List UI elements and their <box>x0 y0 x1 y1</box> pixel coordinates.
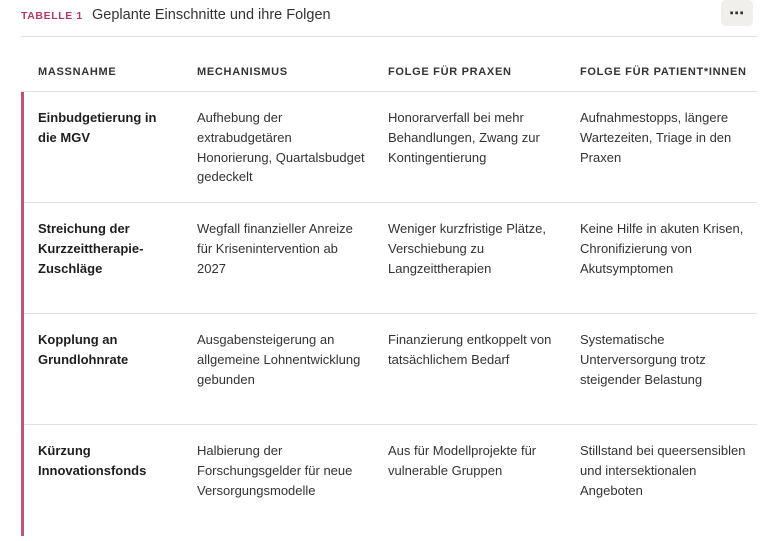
cell-folge-patienten: Stillstand bei queersensiblen und intersektionalen Angeboten <box>580 443 746 498</box>
row-accent-bar <box>21 92 24 203</box>
column-header-massnahme: MASSNAHME <box>38 66 117 78</box>
table-caption: Geplante Einschnitte und ihre Folgen <box>92 7 331 23</box>
table-row <box>21 92 757 203</box>
cell-folge-patienten: Aufnahmestopps, längere Wartezeiten, Triage in den Praxen <box>580 110 732 165</box>
cell-massnahme: Kopplung an Grundlohnrate <box>38 332 129 367</box>
more-options-button[interactable] <box>721 0 753 26</box>
table-row <box>21 203 757 314</box>
row-accent-bar <box>21 314 24 425</box>
column-header-mechanismus: MECHANISMUS <box>197 66 288 78</box>
cell-mechanismus: Ausgabensteigerung an allgemeine Lohnentwicklung gebunden <box>197 332 361 387</box>
table-head <box>21 37 757 92</box>
column-header-folge-patienten: FOLGE FÜR PATIENT*INNEN <box>580 66 747 78</box>
cell-mechanismus: Wegfall finanzieller Anreize für Krisenintervention ab 2027 <box>197 221 353 276</box>
more-horizontal-icon: ⋯ <box>729 5 745 22</box>
cell-mechanismus: Halbierung der Forschungsgelder für neue Versorgungsmodelle <box>197 443 353 498</box>
row-accent-bar <box>21 425 24 536</box>
row-accent-bar <box>21 203 24 314</box>
cell-massnahme: Einbudgetierung in die MGV <box>38 110 157 145</box>
table-row <box>21 425 757 535</box>
cell-folge-praxen: Aus für Modellprojekte für vulnerable Gruppen <box>388 443 537 478</box>
table-row <box>21 314 757 425</box>
cell-mechanismus: Aufhebung der extrabudgetären Honorierung, Quartalsbudget gedeckelt <box>197 110 365 185</box>
table-header-bar <box>21 0 757 37</box>
cell-folge-patienten: Keine Hilfe in akuten Krisen, Chronifizierung von Akutsymptomen <box>580 221 744 276</box>
column-header-folge-praxen: FOLGE FÜR PRAXEN <box>388 66 512 78</box>
cell-massnahme: Kürzung Innovationsfonds <box>38 443 147 478</box>
cell-folge-patienten: Systematische Unterversorgung trotz steigender Belastung <box>580 332 706 387</box>
table-number-tag: TABELLE 1 <box>21 10 83 22</box>
cell-folge-praxen: Finanzierung entkoppelt von tatsächlichem Bedarf <box>388 332 552 367</box>
cell-massnahme: Streichung der Kurzzeittherapie-Zuschläge <box>38 221 144 276</box>
cell-folge-praxen: Honorarverfall bei mehr Behandlungen, Zwang zur Kontingentierung <box>388 110 540 165</box>
cell-folge-praxen: Weniger kurzfristige Plätze, Verschiebung zu Langzeittherapien <box>388 221 546 276</box>
